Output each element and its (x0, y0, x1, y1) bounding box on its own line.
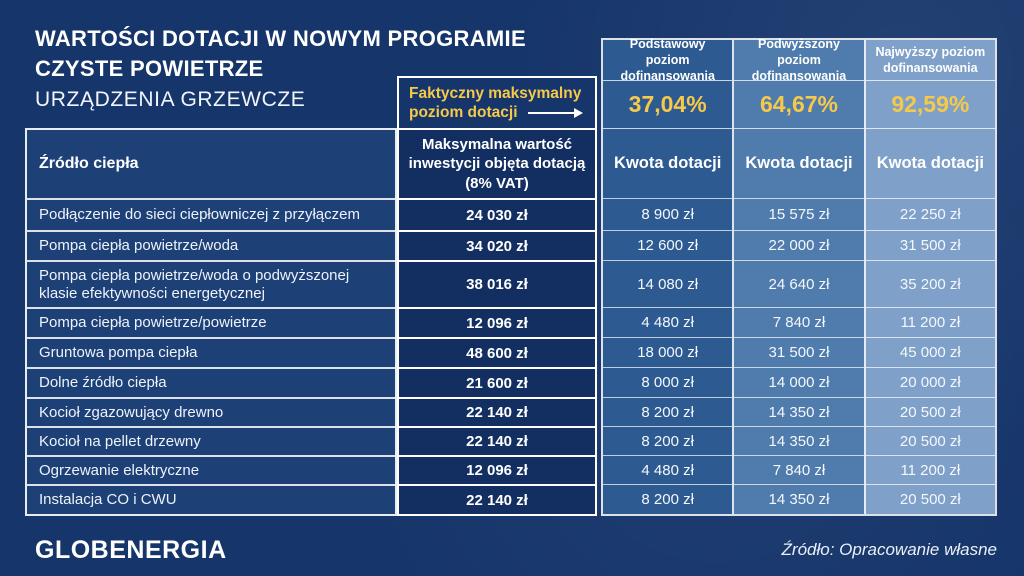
heat-source-label: Kocioł na pellet drzewny (27, 426, 395, 455)
source-note: Źródło: Opracowanie własne (781, 540, 997, 559)
funding-level-column-highest (864, 40, 995, 514)
amount-cell-elevated: 14 350 zł (734, 426, 863, 455)
heat-source-label: Pompa ciepła powietrze/woda (27, 230, 395, 260)
investment-value-cell: 22 140 zł (399, 484, 595, 514)
amount-cell-elevated: 31 500 zł (734, 337, 863, 367)
globenergia-logo: GLOBENERGIA (35, 535, 227, 564)
amount-cell-highest: 20 500 zł (866, 426, 995, 455)
funding-level-column-elevated (732, 36, 863, 514)
footer (0, 524, 1024, 576)
investment-value-cell: 24 030 zł (399, 198, 595, 230)
amount-cell-elevated: 7 840 zł (734, 455, 863, 484)
funding-level-header-basic: Podstawowy poziom dofinansowania (620, 36, 715, 84)
amount-cell-highest: 20 500 zł (866, 484, 995, 514)
investment-value-cell: 12 096 zł (399, 455, 595, 484)
amount-cell-highest: 31 500 zł (866, 230, 995, 260)
amount-cell-elevated: 24 640 zł (734, 260, 863, 307)
page-subtitle: URZĄDZENIA GRZEWCZE (35, 88, 306, 111)
investment-value-cell: 22 140 zł (399, 426, 595, 455)
amount-cell-elevated: 14 350 zł (734, 397, 863, 426)
funding-level-percent-elevated: 64,67% (734, 80, 863, 128)
amount-cell-basic: 8 200 zł (603, 397, 732, 426)
heat-source-label: Instalacja CO i CWU (27, 484, 395, 514)
amount-cell-basic: 8 000 zł (603, 367, 732, 397)
amount-cell-highest: 11 200 zł (866, 455, 995, 484)
right-arrow-icon (528, 112, 582, 114)
investment-value-cell: 22 140 zł (399, 397, 595, 426)
amount-cell-basic: 18 000 zł (603, 337, 732, 367)
page-title-line1: WARTOŚCI DOTACJI W NOWYM PROGRAMIE (35, 26, 526, 51)
callout-line1: Faktyczny maksymalny (409, 84, 582, 102)
investment-value-column (397, 76, 597, 516)
heat-source-label: Pompa ciepła powietrze/woda o podwyższonej klasie efektywności energetycznej (27, 260, 395, 307)
funding-level-column-basic (603, 36, 732, 514)
funding-level-header-highest: Najwyższy poziom dofinansowania (875, 44, 986, 75)
callout-line2: poziom dotacji (409, 104, 518, 121)
amount-cell-basic: 8 200 zł (603, 484, 732, 514)
amount-cell-basic: 4 480 zł (603, 455, 732, 484)
amount-cell-basic: 14 080 zł (603, 260, 732, 307)
investment-value-cell: 12 096 zł (399, 307, 595, 337)
amount-cell-highest: 22 250 zł (866, 198, 995, 230)
heat-source-label: Ogrzewanie elektryczne (27, 455, 395, 484)
funding-level-header-elevated: Podwyższony poziom dofinansowania (751, 36, 847, 84)
amount-cell-highest: 35 200 zł (866, 260, 995, 307)
heat-source-label: Kocioł zgazowujący drewno (27, 397, 395, 426)
amount-cell-basic: 8 900 zł (603, 198, 732, 230)
callout-line2-row (409, 103, 585, 122)
amount-cell-basic: 4 480 zł (603, 307, 732, 337)
amount-cell-basic: 12 600 zł (603, 230, 732, 260)
heat-source-label: Podłączenie do sieci ciepłowniczej z przyłączem (27, 198, 395, 230)
heat-source-header: Źródło ciepła (39, 155, 139, 172)
amount-cell-elevated: 15 575 zł (734, 198, 863, 230)
investment-value-cell: 38 016 zł (399, 260, 595, 307)
investment-value-cell: 34 020 zł (399, 230, 595, 260)
amount-cell-elevated: 14 350 zł (734, 484, 863, 514)
funding-level-percent-highest: 92,59% (866, 80, 995, 128)
funding-level-columns (601, 38, 997, 516)
amount-cell-elevated: 22 000 zł (734, 230, 863, 260)
page-title-line2: CZYSTE POWIETRZE (35, 56, 264, 81)
investment-value-cell: 48 600 zł (399, 337, 595, 367)
amount-cell-highest: 45 000 zł (866, 337, 995, 367)
amount-cell-elevated: 14 000 zł (734, 367, 863, 397)
investment-value-cell: 21 600 zł (399, 367, 595, 397)
heat-source-label: Gruntowa pompa ciepła (27, 337, 395, 367)
amount-header-elevated: Kwota dotacji (734, 128, 863, 198)
investment-header: Maksymalna wartość inwestycji objęta dotacją (8% VAT) (399, 128, 595, 198)
amount-header-basic: Kwota dotacji (603, 128, 732, 198)
funding-level-percent-basic: 37,04% (603, 80, 732, 128)
amount-cell-highest: 20 000 zł (866, 367, 995, 397)
callout-max-subsidy-level (399, 78, 595, 128)
heat-source-label: Dolne źródło ciepła (27, 367, 395, 397)
amount-cell-elevated: 7 840 zł (734, 307, 863, 337)
amount-cell-highest: 20 500 zł (866, 397, 995, 426)
amount-cell-basic: 8 200 zł (603, 426, 732, 455)
amount-cell-highest: 11 200 zł (866, 307, 995, 337)
amount-header-highest: Kwota dotacji (866, 128, 995, 198)
heat-source-label: Pompa ciepła powietrze/powietrze (27, 307, 395, 337)
heat-source-column (25, 128, 397, 516)
